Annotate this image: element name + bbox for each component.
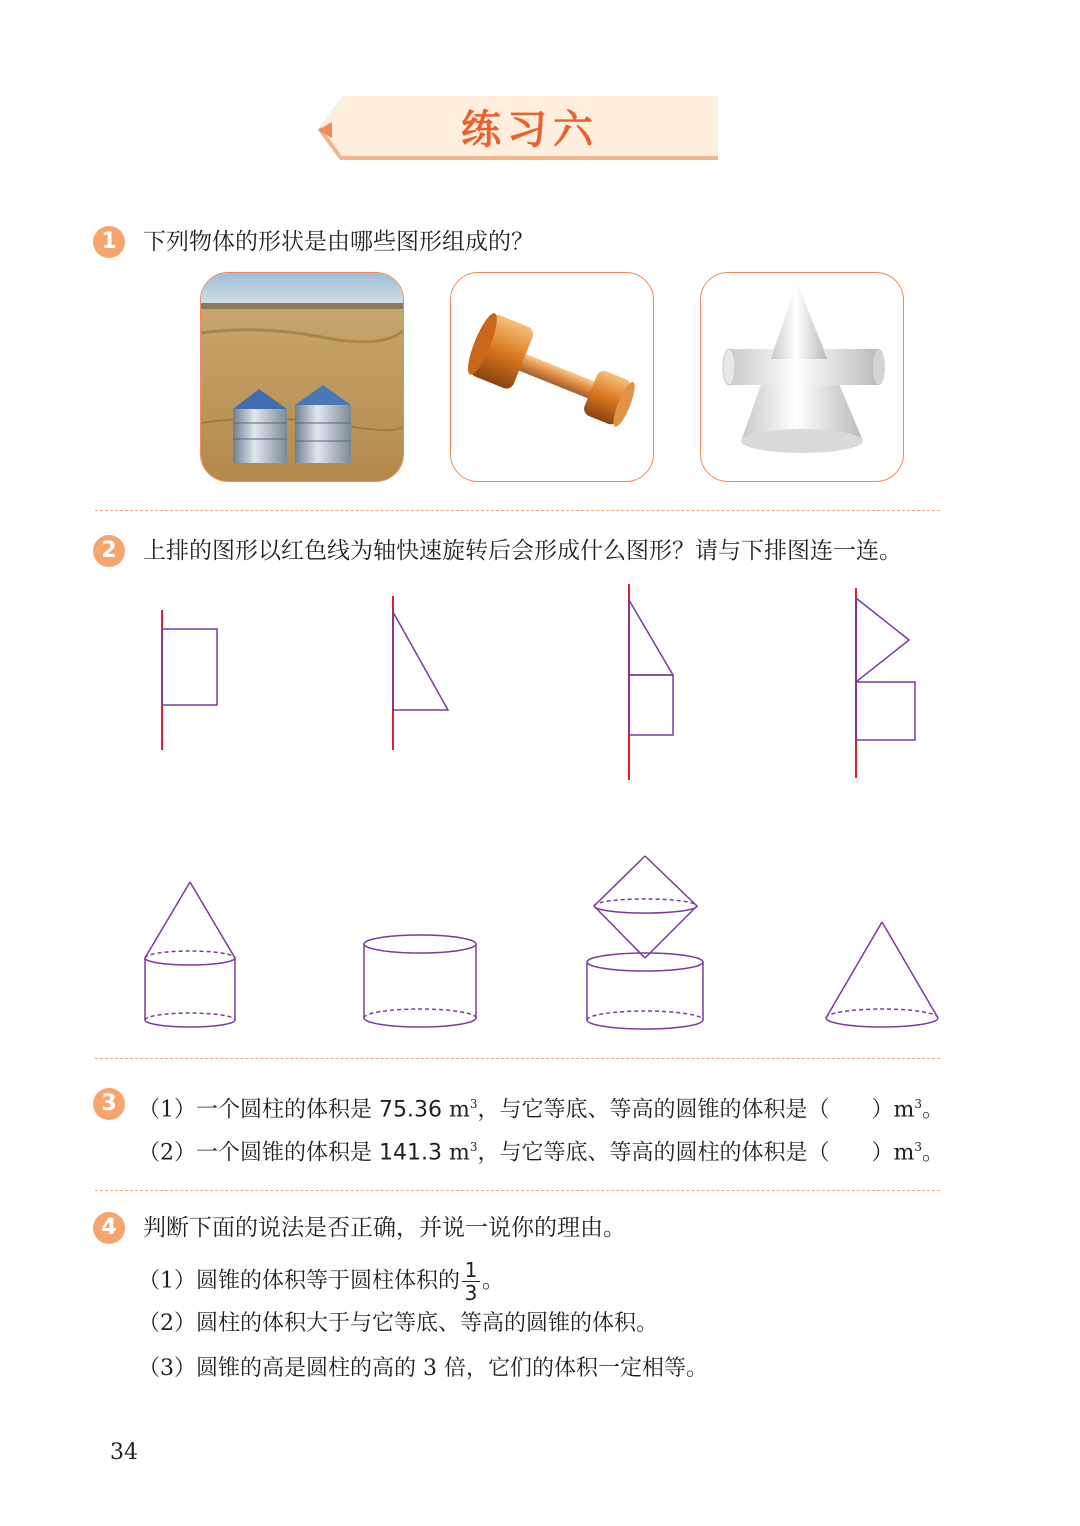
page-number: 34 bbox=[110, 1440, 138, 1465]
triangle-rectangle-with-axis bbox=[629, 584, 673, 780]
question-4-item-1: （1）圆锥的体积等于圆柱体积的 $\frac{1}{3}$ 。 bbox=[138, 1258, 505, 1305]
question-2-badge: 2 bbox=[93, 535, 125, 567]
divider bbox=[95, 1190, 940, 1191]
question-4-badge: 4 bbox=[93, 1212, 125, 1244]
divider bbox=[95, 1058, 940, 1059]
question-3-item-1: （1）一个圆柱的体积是 75.36 $m^3$，与它等底、等高的圆锥的体积是（ ）$m^3$。 bbox=[138, 1097, 945, 1123]
question-2-text: 上排的图形以红色线为轴快速旋转后会形成什么图形？请与下排图连一连。 bbox=[143, 538, 902, 564]
triangle-with-axis bbox=[393, 596, 448, 750]
silos-photo bbox=[200, 272, 404, 482]
question-4-item-2: （2）圆柱的体积大于与它等底、等高的圆锥的体积。 bbox=[138, 1311, 658, 1336]
cylinder-solid bbox=[364, 935, 476, 1027]
cone-on-cylinder-solid bbox=[145, 882, 235, 1027]
rotation-figures bbox=[0, 580, 1080, 1040]
cone-solid bbox=[826, 922, 938, 1027]
double-cone-on-cylinder-solid bbox=[587, 856, 703, 1029]
question-3-badge: 3 bbox=[93, 1088, 125, 1120]
rectangle-with-axis bbox=[162, 610, 217, 750]
divider bbox=[95, 510, 940, 511]
page-title: 练习六 bbox=[461, 106, 599, 153]
cone-cylinder-model-photo bbox=[700, 272, 904, 482]
question-4-item-3: （3）圆锥的高是圆柱的高的 3 倍，它们的体积一定相等。 bbox=[138, 1356, 708, 1381]
question-3-item-2: （2）一个圆锥的体积是 141.3 $m^3$，与它等底、等高的圆柱的体积是（ ）$m^3$。 bbox=[138, 1140, 945, 1166]
two-triangles-rectangle-with-axis bbox=[856, 588, 915, 778]
question-4-text: 判断下面的说法是否正确，并说一说你的理由。 bbox=[143, 1215, 626, 1241]
dumbbell-photo bbox=[450, 272, 654, 482]
question-1-text: 下列物体的形状是由哪些图形组成的？ bbox=[143, 229, 534, 255]
fraction-one-third: $\frac{1}{3}$ bbox=[462, 1260, 480, 1303]
question-1-badge: 1 bbox=[93, 226, 125, 258]
